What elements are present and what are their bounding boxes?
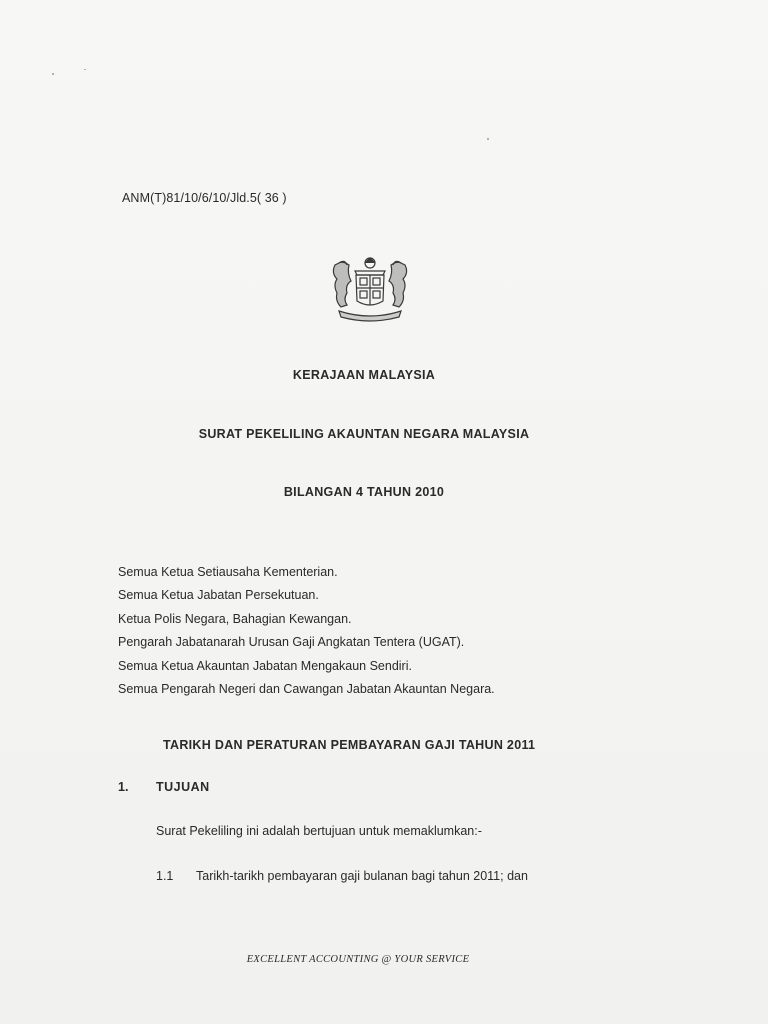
scan-speck	[52, 73, 54, 75]
heading-circular: SURAT PEKELILING AKAUNTAN NEGARA MALAYSIA	[198, 427, 530, 441]
subject-heading: TARIKH DAN PERATURAN PEMBAYARAN GAJI TAHUN 2011	[163, 738, 536, 752]
recipient-line: Semua Ketua Akauntan Jabatan Mengakaun Sendiri.	[118, 658, 412, 673]
section-title: TUJUAN	[156, 780, 210, 794]
recipient-list	[118, 561, 495, 701]
recipient-line: Ketua Polis Negara, Bahagian Kewangan.	[118, 611, 352, 626]
item-text: Tarikh-tarikh pembayaran gaji bulanan bagi tahun 2011; dan	[196, 869, 528, 883]
heading-number: BILANGAN 4 TAHUN 2010	[283, 485, 445, 499]
section-intro: Surat Pekeliling ini adalah bertujuan untuk memaklumkan:-	[156, 824, 482, 838]
scan-speck	[84, 69, 86, 70]
recipient-line: Pengarah Jabatanarah Urusan Gaji Angkatan Tentera (UGAT).	[118, 635, 465, 650]
footer-slogan: EXCELLENT ACCOUNTING @ YOUR SERVICE	[246, 954, 470, 965]
item-number: 1.1	[156, 869, 174, 883]
recipient-line: Semua Ketua Jabatan Persekutuan.	[118, 588, 319, 603]
heading-government: KERAJAAN MALAYSIA	[292, 368, 436, 382]
reference-number: ANM(T)81/10/6/10/Jld.5( 36 )	[122, 191, 287, 205]
recipient-line: Semua Ketua Setiausaha Kementerian.	[118, 565, 338, 579]
scan-speck	[487, 138, 489, 140]
recipient-line: Semua Pengarah Negeri dan Cawangan Jabatan Akauntan Negara.	[118, 682, 495, 697]
section-number: 1.	[118, 780, 129, 794]
malaysia-coat-of-arms-icon	[325, 255, 415, 327]
